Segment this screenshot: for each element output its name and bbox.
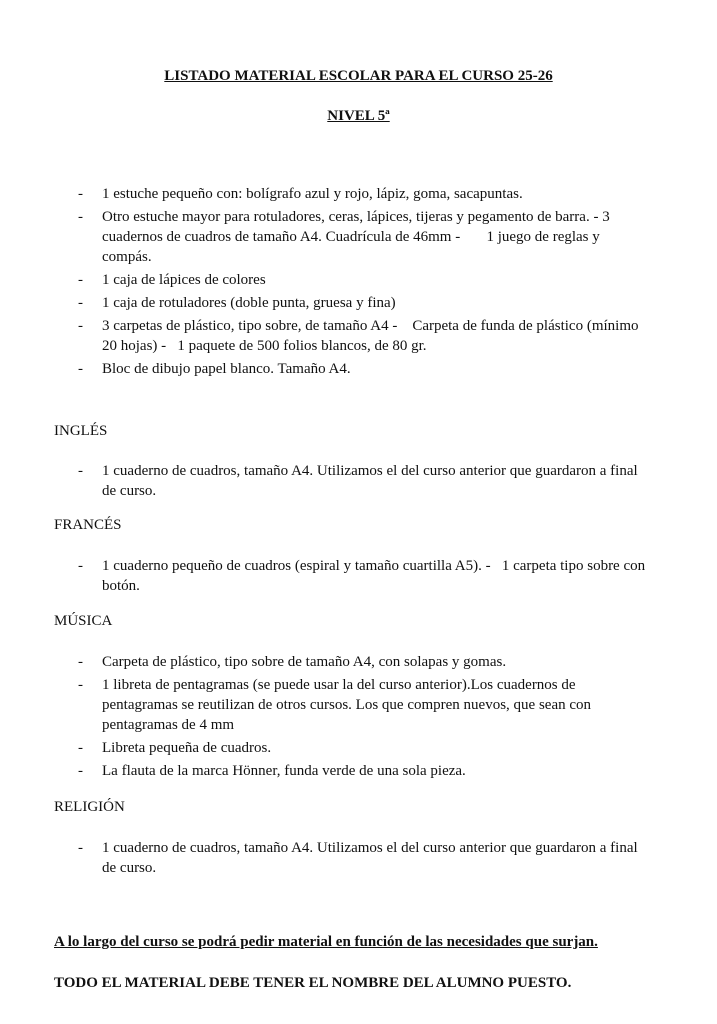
list-item xyxy=(78,738,648,758)
bullet-dash: - xyxy=(78,186,83,202)
bullet-dash: - xyxy=(78,209,83,225)
ingles-list xyxy=(78,461,648,504)
bullet-dash: - xyxy=(78,840,83,856)
level-title: NIVEL 5ª xyxy=(327,108,390,124)
bullet-dash: - xyxy=(78,295,83,311)
list-item xyxy=(78,761,648,781)
section-heading-frances: FRANCÉS xyxy=(54,517,122,533)
item-text: 1 caja de rotuladores (doble punta, gruesa y fina) xyxy=(102,295,396,311)
musica-list xyxy=(78,652,648,784)
item-text: 1 cuaderno de cuadros, tamaño A4. Utilizamos el del curso anterior que guardaron a final de curso. xyxy=(102,463,638,499)
general-list xyxy=(78,184,648,382)
bullet-dash: - xyxy=(78,463,83,479)
item-text: Otro estuche mayor para rotuladores, ceras, lápices, tijeras y pegamento de barra. - 3 cuadernos de cuadros de tamaño A4. Cuadrícula de 46mm - 1 juego de reglas y compás. xyxy=(102,209,614,265)
list-item xyxy=(78,838,648,878)
item-text: 1 cuaderno pequeño de cuadros (espiral y tamaño cuartilla A5). - 1 carpeta tipo sobre con botón. xyxy=(102,558,649,594)
section-heading-musica: MÚSICA xyxy=(54,613,113,629)
list-item xyxy=(78,207,648,267)
section-heading-religion: RELIGIÓN xyxy=(54,799,125,815)
list-item xyxy=(78,359,648,379)
bullet-dash: - xyxy=(78,763,83,779)
list-item xyxy=(78,184,648,204)
item-text: 1 cuaderno de cuadros, tamaño A4. Utilizamos el del curso anterior que guardaron a final de curso. xyxy=(102,840,638,876)
list-item xyxy=(78,316,648,356)
list-item xyxy=(78,675,648,735)
item-text: Carpeta de plástico, tipo sobre de tamaño A4, con solapas y gomas. xyxy=(102,654,507,670)
document-title: LISTADO MATERIAL ESCOLAR PARA EL CURSO 25-26 xyxy=(164,68,553,84)
frances-list xyxy=(78,556,648,599)
item-text: La flauta de la marca Hönner, funda verde de una sola pieza. xyxy=(102,763,466,779)
item-text: 1 estuche pequeño con: bolígrafo azul y rojo, lápiz, goma, sacapuntas. xyxy=(102,186,523,202)
list-item xyxy=(78,652,648,672)
item-text: Bloc de dibujo papel blanco. Tamaño A4. xyxy=(102,361,351,377)
bullet-dash: - xyxy=(78,318,83,334)
item-text: 1 libreta de pentagramas (se puede usar la del curso anterior).Los cuadernos de pentagramas se reutilizan de otros cursos. Los que compren nuevos, que sean con pentagramas de 4 mm xyxy=(102,677,592,733)
item-text: 1 caja de lápices de colores xyxy=(102,272,266,288)
list-item xyxy=(78,270,648,290)
footer-note: A lo largo del curso se podrá pedir material en función de las necesidades que surjan. xyxy=(54,934,598,950)
bullet-dash: - xyxy=(78,558,83,574)
item-text: 3 carpetas de plástico, tipo sobre, de tamaño A4 - Carpeta de funda de plástico (mínimo 20 hojas) - 1 paquete de 500 folios blancos, de 80 gr. xyxy=(102,318,643,354)
bullet-dash: - xyxy=(78,272,83,288)
bullet-dash: - xyxy=(78,740,83,756)
bullet-dash: - xyxy=(78,654,83,670)
list-item xyxy=(78,293,648,313)
bullet-dash: - xyxy=(78,361,83,377)
footer-reminder: TODO EL MATERIAL DEBE TENER EL NOMBRE DEL ALUMNO PUESTO. xyxy=(54,975,572,991)
list-item xyxy=(78,556,648,596)
list-item xyxy=(78,461,648,501)
item-text: Libreta pequeña de cuadros. xyxy=(102,740,272,756)
section-heading-ingles: INGLÉS xyxy=(54,423,108,439)
religion-list xyxy=(78,838,648,881)
bullet-dash: - xyxy=(78,677,83,693)
